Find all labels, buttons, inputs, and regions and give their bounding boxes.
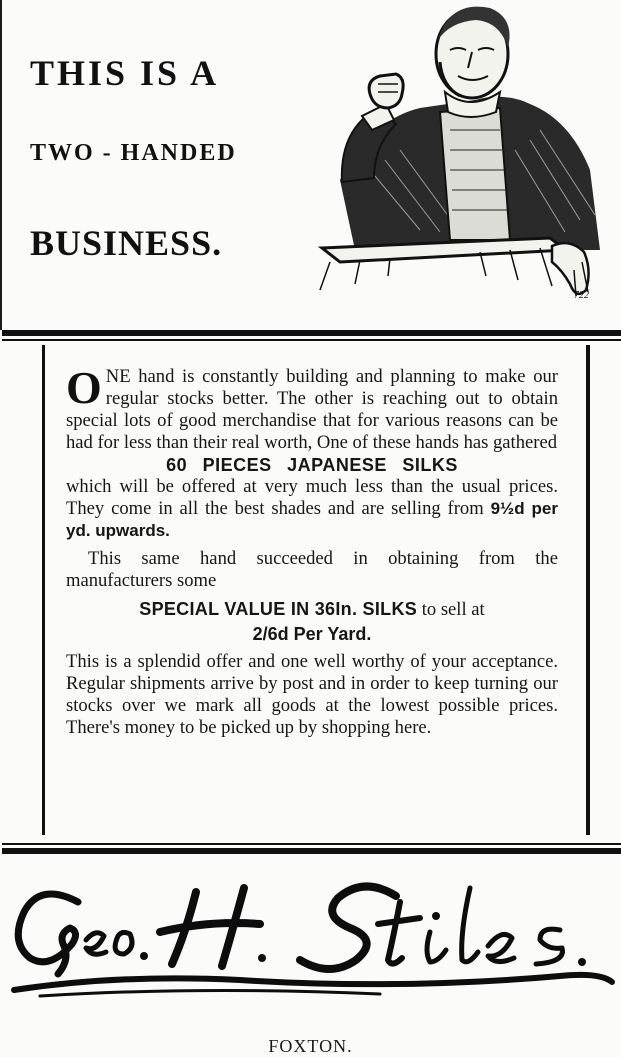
paragraph-1b-text: which will be offered at very much less than the usual prices. They come in all the best shades and are selling from [66,476,558,519]
price-from: 9½d per yd. upwards. [66,499,558,540]
top-thin-rule [2,339,621,341]
special-value-suffix: to sell at [417,599,485,620]
artist-mark: 722 [574,290,589,301]
paragraph-1 [66,362,558,454]
bottom-heavy-rule [2,848,621,854]
orator-illustration [300,0,621,318]
headline-line-1: THIS IS A [30,53,220,93]
bottom-thin-rule [2,843,621,845]
paragraph-3: This is a splendid offer and one well worthy of your acceptance. Regular shipments arrive by post and in order to keep turning our stocks over we mark all goods at the lowest possible prices. There's money to be picked up by shopping here. [66,651,558,738]
top-heavy-rule [2,330,621,336]
drop-cap: O [66,362,102,413]
advertisement-copy [66,362,558,739]
special-value-label: SPECIAL VALUE IN 36In. SILKS [139,599,418,619]
japanese-silks-headline: 60 PIECES JAPANESE SILKS [166,455,458,475]
headline-line-3: BUSINESS. [30,223,223,263]
paragraph-2: This same hand succeeded in obtaining from the manufacturers some [66,548,558,591]
paragraph-1-text: NE hand is constantly building and planning to make our regular stocks better. The other is reaching out to obtain special lots of good merchandise that for various reasons can be had for less than their real worth, One of these hands has gathered [66,366,558,453]
paragraph-1b [66,476,558,542]
left-border-rule [0,0,2,330]
special-value-line [66,598,558,645]
headline-line-2: TWO - HANDED [30,140,237,166]
special-price: 2/6d Per Yard. [252,624,372,644]
town-name: FOXTON. [268,1036,353,1056]
